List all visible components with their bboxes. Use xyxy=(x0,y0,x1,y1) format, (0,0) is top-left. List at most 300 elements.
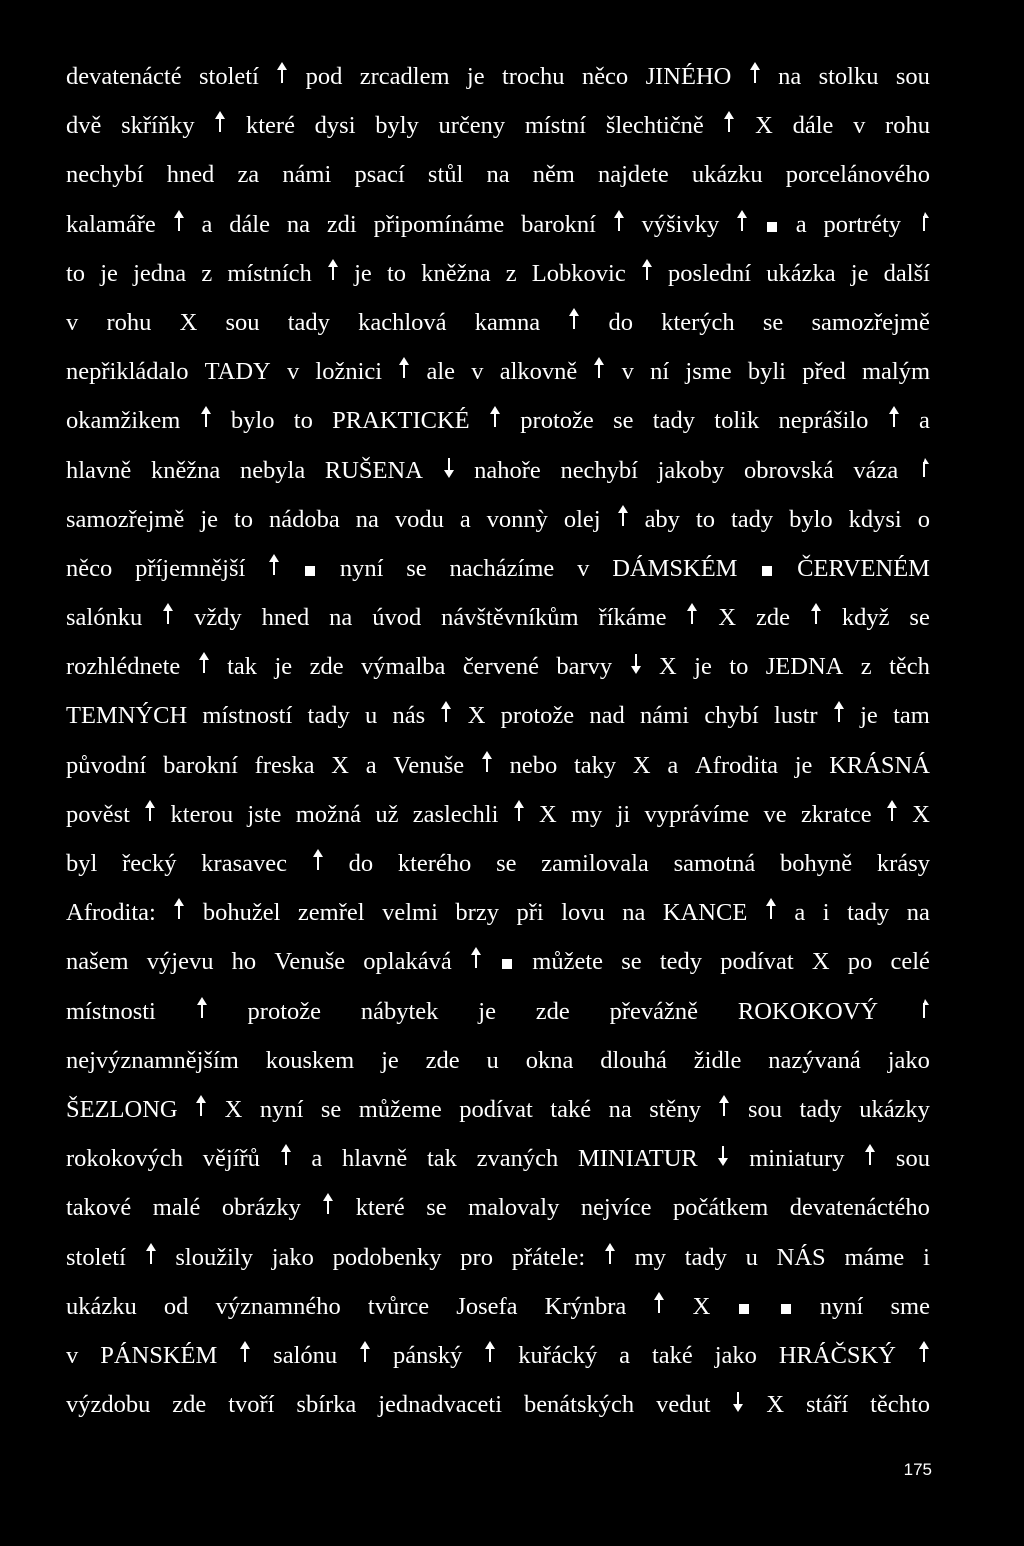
word: šlechtičně xyxy=(605,112,704,140)
arrow-up-icon xyxy=(198,654,210,674)
word: JINÉHO xyxy=(645,63,732,90)
word: je xyxy=(794,751,813,779)
word: DÁMSKÉM xyxy=(612,554,738,582)
word: se xyxy=(762,308,784,336)
word: najdete xyxy=(598,161,669,189)
word: váza xyxy=(853,456,899,484)
word: PÁNSKÉM xyxy=(100,1341,218,1369)
arrow-up-icon xyxy=(145,1245,157,1265)
arrow-up-icon xyxy=(723,113,735,133)
word: pod xyxy=(305,63,343,90)
arrow-up-icon xyxy=(200,408,212,428)
word: X xyxy=(538,800,557,828)
word: v xyxy=(853,112,866,140)
arrow-up-icon xyxy=(196,999,208,1019)
word: bylo xyxy=(230,407,275,435)
arrow-up-icon xyxy=(398,359,410,379)
word: zde xyxy=(535,997,570,1025)
word: X xyxy=(692,1292,711,1320)
word: našem xyxy=(66,948,129,976)
word: TEMNÝCH xyxy=(66,702,188,730)
word: tedy xyxy=(659,948,703,976)
word: je xyxy=(478,997,496,1025)
word: taky xyxy=(573,751,617,779)
word: byl xyxy=(66,850,98,877)
word: JEDNA xyxy=(765,653,844,681)
square-icon xyxy=(767,222,777,232)
arrow-up-icon xyxy=(173,212,185,232)
word: ROKOKOVÝ xyxy=(737,997,879,1025)
word: kachlová xyxy=(358,308,447,336)
word: výjevu xyxy=(146,948,214,976)
text-line xyxy=(66,987,930,1036)
arrow-up-icon xyxy=(440,703,452,723)
arrow-up-icon xyxy=(214,113,226,133)
text-line xyxy=(66,52,930,101)
word: Afrodita xyxy=(695,751,778,779)
word: kterou xyxy=(170,800,234,828)
word: o xyxy=(917,505,930,533)
word: tady xyxy=(730,505,774,533)
word: to xyxy=(66,259,86,287)
word: freska xyxy=(254,751,315,779)
word: kamna xyxy=(474,308,541,336)
word: barvy xyxy=(556,653,613,681)
word: do xyxy=(348,850,374,877)
word: skříňky xyxy=(121,112,195,140)
word: stěny xyxy=(649,1095,701,1123)
word: na xyxy=(355,505,379,533)
word: určeny xyxy=(438,112,506,140)
word: na xyxy=(329,604,353,632)
arrow-up-icon xyxy=(359,1343,371,1363)
word: X xyxy=(718,604,737,632)
word: jednadvaceti xyxy=(378,1391,503,1419)
word: a xyxy=(311,1145,323,1173)
arrow-down-icon xyxy=(717,1146,729,1166)
word: takové xyxy=(66,1194,132,1222)
word: zde xyxy=(425,1046,460,1074)
word: pánský xyxy=(393,1341,463,1369)
word: dále xyxy=(792,112,834,140)
word: kterých xyxy=(661,308,735,336)
text-line xyxy=(66,888,930,937)
word: ukázka xyxy=(766,259,836,287)
text-line xyxy=(66,691,930,740)
word: které xyxy=(245,112,295,140)
word: hned xyxy=(166,161,215,189)
text-line xyxy=(66,1036,930,1085)
word: obrovská xyxy=(743,456,834,484)
word: dlouhá xyxy=(600,1046,667,1074)
word: za xyxy=(237,161,260,189)
square-icon xyxy=(762,566,772,576)
word: benátských xyxy=(523,1391,635,1419)
word: nebyla xyxy=(239,456,306,484)
word: sme xyxy=(890,1292,930,1320)
arrow-up-icon xyxy=(641,261,653,281)
word: ŠEZLONG xyxy=(66,1095,178,1123)
word: také xyxy=(651,1341,693,1369)
word: samotná xyxy=(673,850,756,877)
arrow-up-icon xyxy=(749,64,761,84)
page-number: 175 xyxy=(903,1460,932,1479)
word: tady xyxy=(307,702,350,730)
word: vějířů xyxy=(202,1145,260,1173)
text-line xyxy=(66,544,930,593)
word: krásy xyxy=(876,850,930,877)
word: RUŠENA xyxy=(324,456,423,484)
text-line xyxy=(66,150,930,199)
word: jste xyxy=(247,800,282,828)
square-icon xyxy=(305,566,315,576)
word: něm xyxy=(532,161,575,189)
word: Venuše xyxy=(274,948,346,976)
word: zvaných xyxy=(476,1145,559,1173)
text-line xyxy=(66,101,930,150)
word: bohužel xyxy=(202,899,281,927)
word: rohu xyxy=(885,112,930,140)
word: místních xyxy=(227,259,312,287)
word: tvoří xyxy=(228,1391,275,1419)
word: zemřel xyxy=(297,899,365,927)
arrow-up-icon xyxy=(470,949,482,969)
word: stůl xyxy=(427,161,464,189)
word: to xyxy=(293,407,313,435)
word: připomínáme xyxy=(373,210,505,238)
word: a xyxy=(667,751,679,779)
word: nejvíce xyxy=(580,1194,652,1222)
word: jako xyxy=(714,1341,757,1369)
word: ji xyxy=(616,800,631,828)
word: můžete xyxy=(532,948,604,976)
word: nádoba xyxy=(269,505,340,533)
word: X xyxy=(467,702,486,730)
word: těchto xyxy=(870,1391,930,1419)
word: devatenácté xyxy=(66,63,182,90)
word: Josefa xyxy=(456,1292,518,1320)
word: v xyxy=(286,358,300,386)
word: a xyxy=(619,1341,631,1369)
word: hned xyxy=(261,604,310,632)
word: kdysi xyxy=(848,505,902,533)
word: tam xyxy=(893,702,930,730)
word: tady xyxy=(847,899,890,927)
word: Lobkovic xyxy=(531,259,626,287)
word: porcelánového xyxy=(785,161,930,189)
word: barokní xyxy=(521,210,596,238)
word: u xyxy=(745,1243,758,1271)
word: červené xyxy=(462,653,539,681)
arrow-up-icon xyxy=(593,359,605,379)
word: samozřejmě xyxy=(811,308,930,336)
word: neprášilo xyxy=(778,407,869,435)
word: nazývaná xyxy=(768,1046,861,1074)
word: nás xyxy=(392,702,426,730)
word: nyní xyxy=(259,1095,304,1123)
word: říkáme xyxy=(598,604,667,632)
tick-up-icon xyxy=(918,212,930,232)
word: je xyxy=(381,1046,399,1074)
word: vyprávíme xyxy=(644,800,750,828)
arrow-up-icon xyxy=(613,212,625,232)
word: z xyxy=(505,259,517,287)
word: nepřikládalo xyxy=(66,358,189,386)
word: X xyxy=(659,653,677,681)
word: X xyxy=(912,800,930,828)
text-line xyxy=(66,249,930,298)
word: když xyxy=(841,604,890,632)
word: X xyxy=(766,1391,785,1419)
word: na xyxy=(778,63,802,90)
arrow-up-icon xyxy=(810,605,822,625)
word: X xyxy=(179,308,198,336)
word: něco xyxy=(581,63,629,90)
word: nechybí xyxy=(66,161,144,189)
word: protože xyxy=(520,407,594,435)
word: místnosti xyxy=(66,997,156,1025)
word: portréty xyxy=(823,210,902,238)
word: ukázku xyxy=(66,1292,137,1320)
word: před xyxy=(802,358,846,386)
word: ukázky xyxy=(859,1095,930,1123)
text-line xyxy=(66,446,930,495)
arrow-up-icon xyxy=(276,64,288,84)
word: přátele: xyxy=(511,1243,586,1271)
word: při xyxy=(516,899,544,927)
word: se xyxy=(426,1194,447,1222)
word: výšivky xyxy=(641,210,720,238)
arrow-up-icon xyxy=(162,605,174,625)
arrow-up-icon xyxy=(568,310,580,330)
word: psací xyxy=(354,161,405,189)
word: z xyxy=(860,653,872,681)
word: se xyxy=(621,948,642,976)
word: rokokových xyxy=(66,1145,184,1173)
word: bylo xyxy=(789,505,833,533)
word: hlavně xyxy=(66,456,132,484)
word: nahoře xyxy=(474,456,541,484)
word: v xyxy=(471,358,484,386)
word: ČERVENÉM xyxy=(797,554,930,582)
text-line xyxy=(66,1183,930,1232)
word: jedna xyxy=(133,259,187,287)
text-line xyxy=(66,1282,930,1331)
word: to xyxy=(386,259,407,287)
word: místní xyxy=(524,112,587,140)
word: okna xyxy=(525,1046,574,1074)
word: hlavně xyxy=(341,1145,408,1173)
word: nechybí xyxy=(560,456,638,484)
word: a xyxy=(201,210,213,238)
word: X xyxy=(224,1095,243,1123)
word: NÁS xyxy=(776,1243,826,1271)
arrow-up-icon xyxy=(327,261,339,281)
word: původní xyxy=(66,751,147,779)
word: KRÁSNÁ xyxy=(829,751,930,779)
word: úvod xyxy=(372,604,422,632)
word: a xyxy=(459,505,471,533)
arrow-up-icon xyxy=(604,1245,616,1265)
word: dále xyxy=(229,210,270,238)
arrow-up-icon xyxy=(653,1294,665,1314)
text-line xyxy=(66,741,930,790)
word: X xyxy=(755,112,773,140)
word: PRAKTICKÉ xyxy=(332,407,470,435)
arrow-up-icon xyxy=(481,753,493,773)
word: ní xyxy=(650,358,670,386)
word: století xyxy=(66,1243,126,1271)
word: samozřejmě xyxy=(66,505,185,533)
tick-up-icon xyxy=(918,999,930,1019)
word: malovaly xyxy=(468,1194,560,1222)
text-line xyxy=(66,1380,930,1429)
transcript-text-block xyxy=(66,52,930,1429)
word: sou xyxy=(747,1095,782,1123)
word: místností xyxy=(202,702,293,730)
word: dysi xyxy=(314,112,356,140)
word: sou xyxy=(225,308,260,336)
word: vedut xyxy=(656,1391,711,1419)
text-line xyxy=(66,1085,930,1134)
word: u xyxy=(364,702,378,730)
word: nejvýznamnějším xyxy=(66,1046,239,1074)
word: HRÁČSKÝ xyxy=(778,1341,896,1369)
word: devatenáctého xyxy=(789,1194,930,1222)
word: od xyxy=(163,1292,189,1320)
word: my xyxy=(570,800,603,828)
word: námi xyxy=(282,161,332,189)
word: barokní xyxy=(163,751,238,779)
word: u xyxy=(486,1046,499,1074)
word: poslední xyxy=(668,259,752,287)
word: my xyxy=(634,1243,666,1271)
arrow-up-icon xyxy=(833,703,845,723)
square-icon xyxy=(502,959,512,969)
word: sou xyxy=(895,1145,930,1173)
word: zde xyxy=(309,653,344,681)
word: v xyxy=(66,308,79,336)
arrow-up-icon xyxy=(489,408,501,428)
word: velmi xyxy=(382,899,438,927)
arrow-up-icon xyxy=(144,802,156,822)
word: je xyxy=(200,505,219,533)
word: tolik xyxy=(714,407,760,435)
word: pověst xyxy=(66,800,130,828)
arrow-down-icon xyxy=(443,458,455,478)
word: krasavec xyxy=(201,850,287,877)
word: bohyně xyxy=(780,850,853,877)
word: vodu xyxy=(394,505,444,533)
word: rozhlédnete xyxy=(66,653,181,681)
word: a xyxy=(365,751,377,779)
word: zkratce xyxy=(800,800,872,828)
word: protože xyxy=(247,997,322,1025)
arrow-up-icon xyxy=(195,1097,207,1117)
word: se xyxy=(496,850,517,877)
word: protože xyxy=(500,702,575,730)
word: možná xyxy=(295,800,362,828)
word: pro xyxy=(460,1243,493,1271)
word: počátkem xyxy=(673,1194,769,1222)
word: můžeme xyxy=(358,1095,442,1123)
word: to xyxy=(729,653,749,681)
word: to xyxy=(695,505,715,533)
word: obrázky xyxy=(221,1194,301,1222)
text-line xyxy=(66,790,930,839)
word: vždy xyxy=(194,604,242,632)
word: kuřácký xyxy=(518,1341,598,1369)
word: tvůrce xyxy=(367,1292,430,1320)
word: nacházíme xyxy=(449,554,555,582)
word: návštěvníkům xyxy=(441,604,579,632)
text-line xyxy=(66,1233,930,1282)
arrow-down-icon xyxy=(732,1392,744,1412)
word: století xyxy=(198,63,259,90)
word: je xyxy=(100,259,118,287)
word: zaslechli xyxy=(412,800,499,828)
word: nyní xyxy=(339,554,384,582)
word: trochu xyxy=(501,63,565,90)
word: alkovně xyxy=(499,358,578,386)
text-line xyxy=(66,593,930,642)
word: rohu xyxy=(106,308,152,336)
arrow-up-icon xyxy=(918,1343,930,1363)
text-line xyxy=(66,642,930,691)
word: chybí xyxy=(704,702,759,730)
word: se xyxy=(613,407,634,435)
word: Krýnbra xyxy=(544,1292,627,1320)
word: X xyxy=(331,751,349,779)
word: na xyxy=(622,899,646,927)
word: je xyxy=(274,653,293,681)
text-line xyxy=(66,1331,930,1380)
word: nebo xyxy=(509,751,558,779)
word: máme xyxy=(844,1243,905,1271)
word: je xyxy=(850,259,869,287)
word: převážně xyxy=(609,997,699,1025)
word: tady xyxy=(684,1243,727,1271)
word: aby xyxy=(644,505,680,533)
word: zde xyxy=(172,1391,207,1419)
word: v xyxy=(66,1341,79,1369)
arrow-up-icon xyxy=(686,605,698,625)
arrow-up-icon xyxy=(886,802,898,822)
word: vonnỳ xyxy=(486,505,548,533)
word: sloužily xyxy=(175,1243,253,1271)
word: na xyxy=(608,1095,632,1123)
arrow-up-icon xyxy=(484,1343,496,1363)
word: byly xyxy=(375,112,419,140)
arrow-up-icon xyxy=(173,900,185,920)
word: jako xyxy=(271,1243,314,1271)
text-line xyxy=(66,1134,930,1183)
word: miniatury xyxy=(749,1145,845,1173)
word: na xyxy=(906,899,930,927)
word: lustr xyxy=(774,702,818,730)
arrow-up-icon xyxy=(888,408,900,428)
word: malé xyxy=(152,1194,201,1222)
square-icon xyxy=(781,1304,791,1314)
word: podívat xyxy=(720,948,794,976)
word: v xyxy=(577,554,590,582)
arrow-up-icon xyxy=(513,802,525,822)
word: sbírka xyxy=(296,1391,357,1419)
word: jako xyxy=(887,1046,930,1074)
word: TADY xyxy=(204,358,271,386)
word: malým xyxy=(861,358,930,386)
word: olej xyxy=(563,505,601,533)
